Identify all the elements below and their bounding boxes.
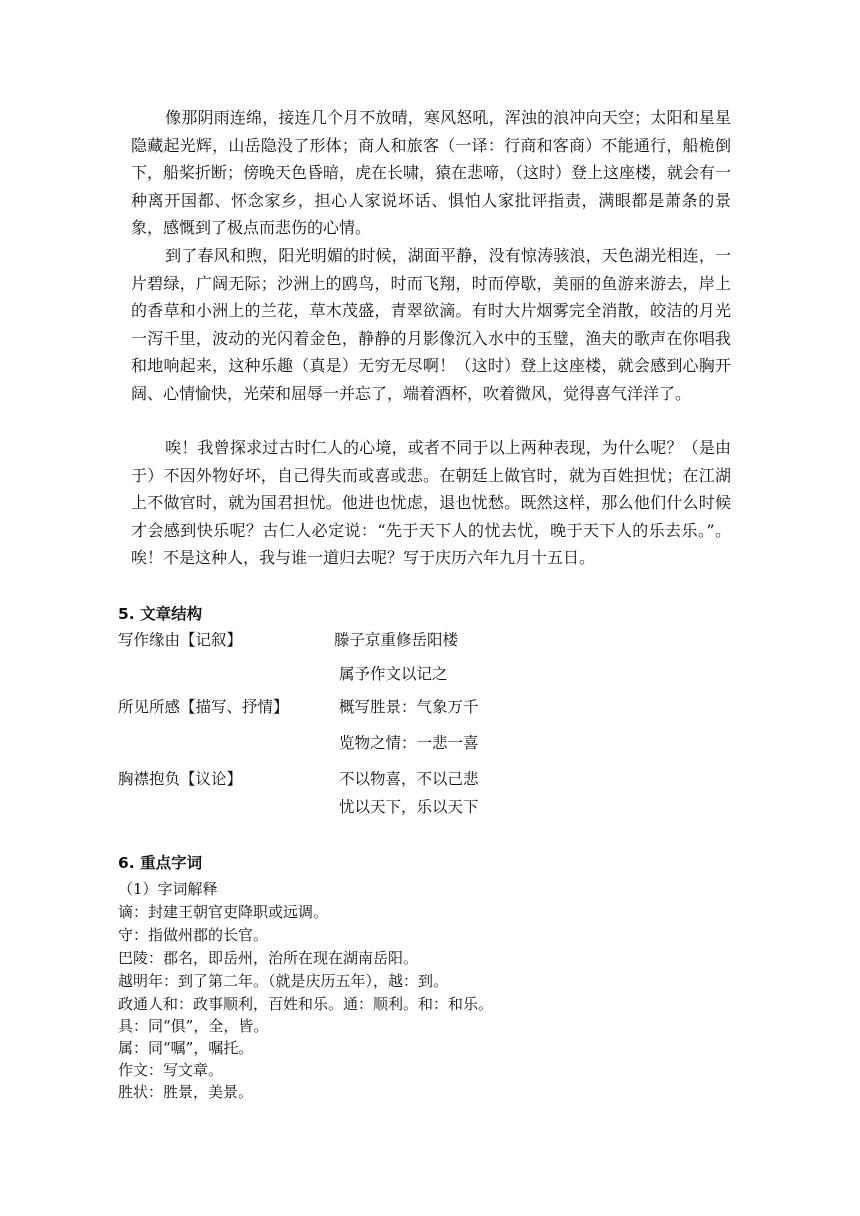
vocab-subheading: （1）字词解释	[118, 880, 218, 898]
structure-row-label: 写作缘由【记叙】	[118, 631, 243, 649]
vocab-item: 越明年：到了第二年。（就是庆历五年），越：到。	[118, 972, 449, 990]
vocab-item: 谪：封建王朝官吏降职或远调。	[118, 903, 329, 921]
structure-row-line: 忧以天下，乐以天下	[339, 798, 479, 816]
vocab-item: 作文：写文章。	[118, 1061, 224, 1079]
vocab-item: 胜状：胜景，美景。	[118, 1083, 254, 1101]
structure-row-line: 不以物喜，不以己悲	[339, 770, 479, 788]
structure-row-line: 览物之情：一悲一喜	[339, 734, 479, 752]
section-heading-structure: 5. 文章结构	[118, 605, 203, 623]
translation-paragraph-3: 唉！我曾探求过古时仁人的心境，或者不同于以上两种表现，为什么呢？（是由于）不因外物好坏，自己得失而或喜或悲。在朝廷上做官时，就为百姓担忧；在江湖上不做官时，就为国君担忧。他进也忧虑，退也忧愁。既然这样，那么他们什么时候才会感到快乐呢？古仁人必定说：“先于天下人的忧去忧，晚于天下人的乐去乐。”。唉！不是这种人，我与谁一道归去呢？写于庆历六年九月十五日。	[131, 438, 731, 567]
translation-paragraph-1: 像那阴雨连绵，接连几个月不放晴，寒风怒吼，浑浊的浪冲向天空；太阳和星星隐藏起光辉，山岳隐没了形体；商人和旅客（一译：行商和客商）不能通行，船桅倒下，船桨折断；傍晚天色昏暗，虎在长啸，猿在悲啼，（这时）登上这座楼，就会有一种离开国都、怀念家乡，担心人家说坏话、惧怕人家批评指责，满眼都是萧条的景象，感慨到了极点而悲伤的心情。	[131, 108, 732, 237]
vocab-item: 守：指做州郡的长官。	[118, 926, 269, 944]
translation-paragraph-2: 到了春风和煦，阳光明媚的时候，湖面平静，没有惊涛骇浪，天色湖光相连，一片碧绿，广阔无际；沙洲上的鸥鸟，时而飞翔，时而停歇，美丽的鱼游来游去，岸上的香草和小洲上的兰花，草木茂盛，青翠欲滴。有时大片烟雾完全消散，皎洁的月光一泻千里，波动的光闪着金色，静静的月影像沉入水中的玉璧，渔夫的歌声在你唱我和地响起来，这种乐趣（真是）无穷无尽啊！（这时）登上这座楼，就会感到心胸开阔、心情愉快，光荣和屈辱一并忘了，端着酒杯，吹着微风，觉得喜气洋洋了。	[131, 246, 731, 403]
structure-row-line: 属予作文以记之	[339, 665, 448, 683]
vocab-item: 具：同“俱”，全，皆。	[118, 1017, 269, 1035]
structure-row-label: 胸襟抱负【议论】	[118, 770, 243, 788]
vocab-item: 巴陵：郡名，即岳州，治所在现在湖南岳阳。	[118, 949, 419, 967]
vocab-item: 政通人和：政事顺利，百姓和乐。通：顺利。和：和乐。	[118, 995, 494, 1013]
vocab-item: 属：同“嘱”，嘱托。	[118, 1039, 254, 1057]
structure-row-line: 滕子京重修岳阳楼	[334, 631, 459, 649]
section-heading-vocab: 6. 重点字词	[118, 854, 203, 872]
structure-row-line: 概写胜景：气象万千	[339, 698, 479, 716]
structure-row-label: 所见所感【描写、抒情】	[118, 698, 289, 716]
